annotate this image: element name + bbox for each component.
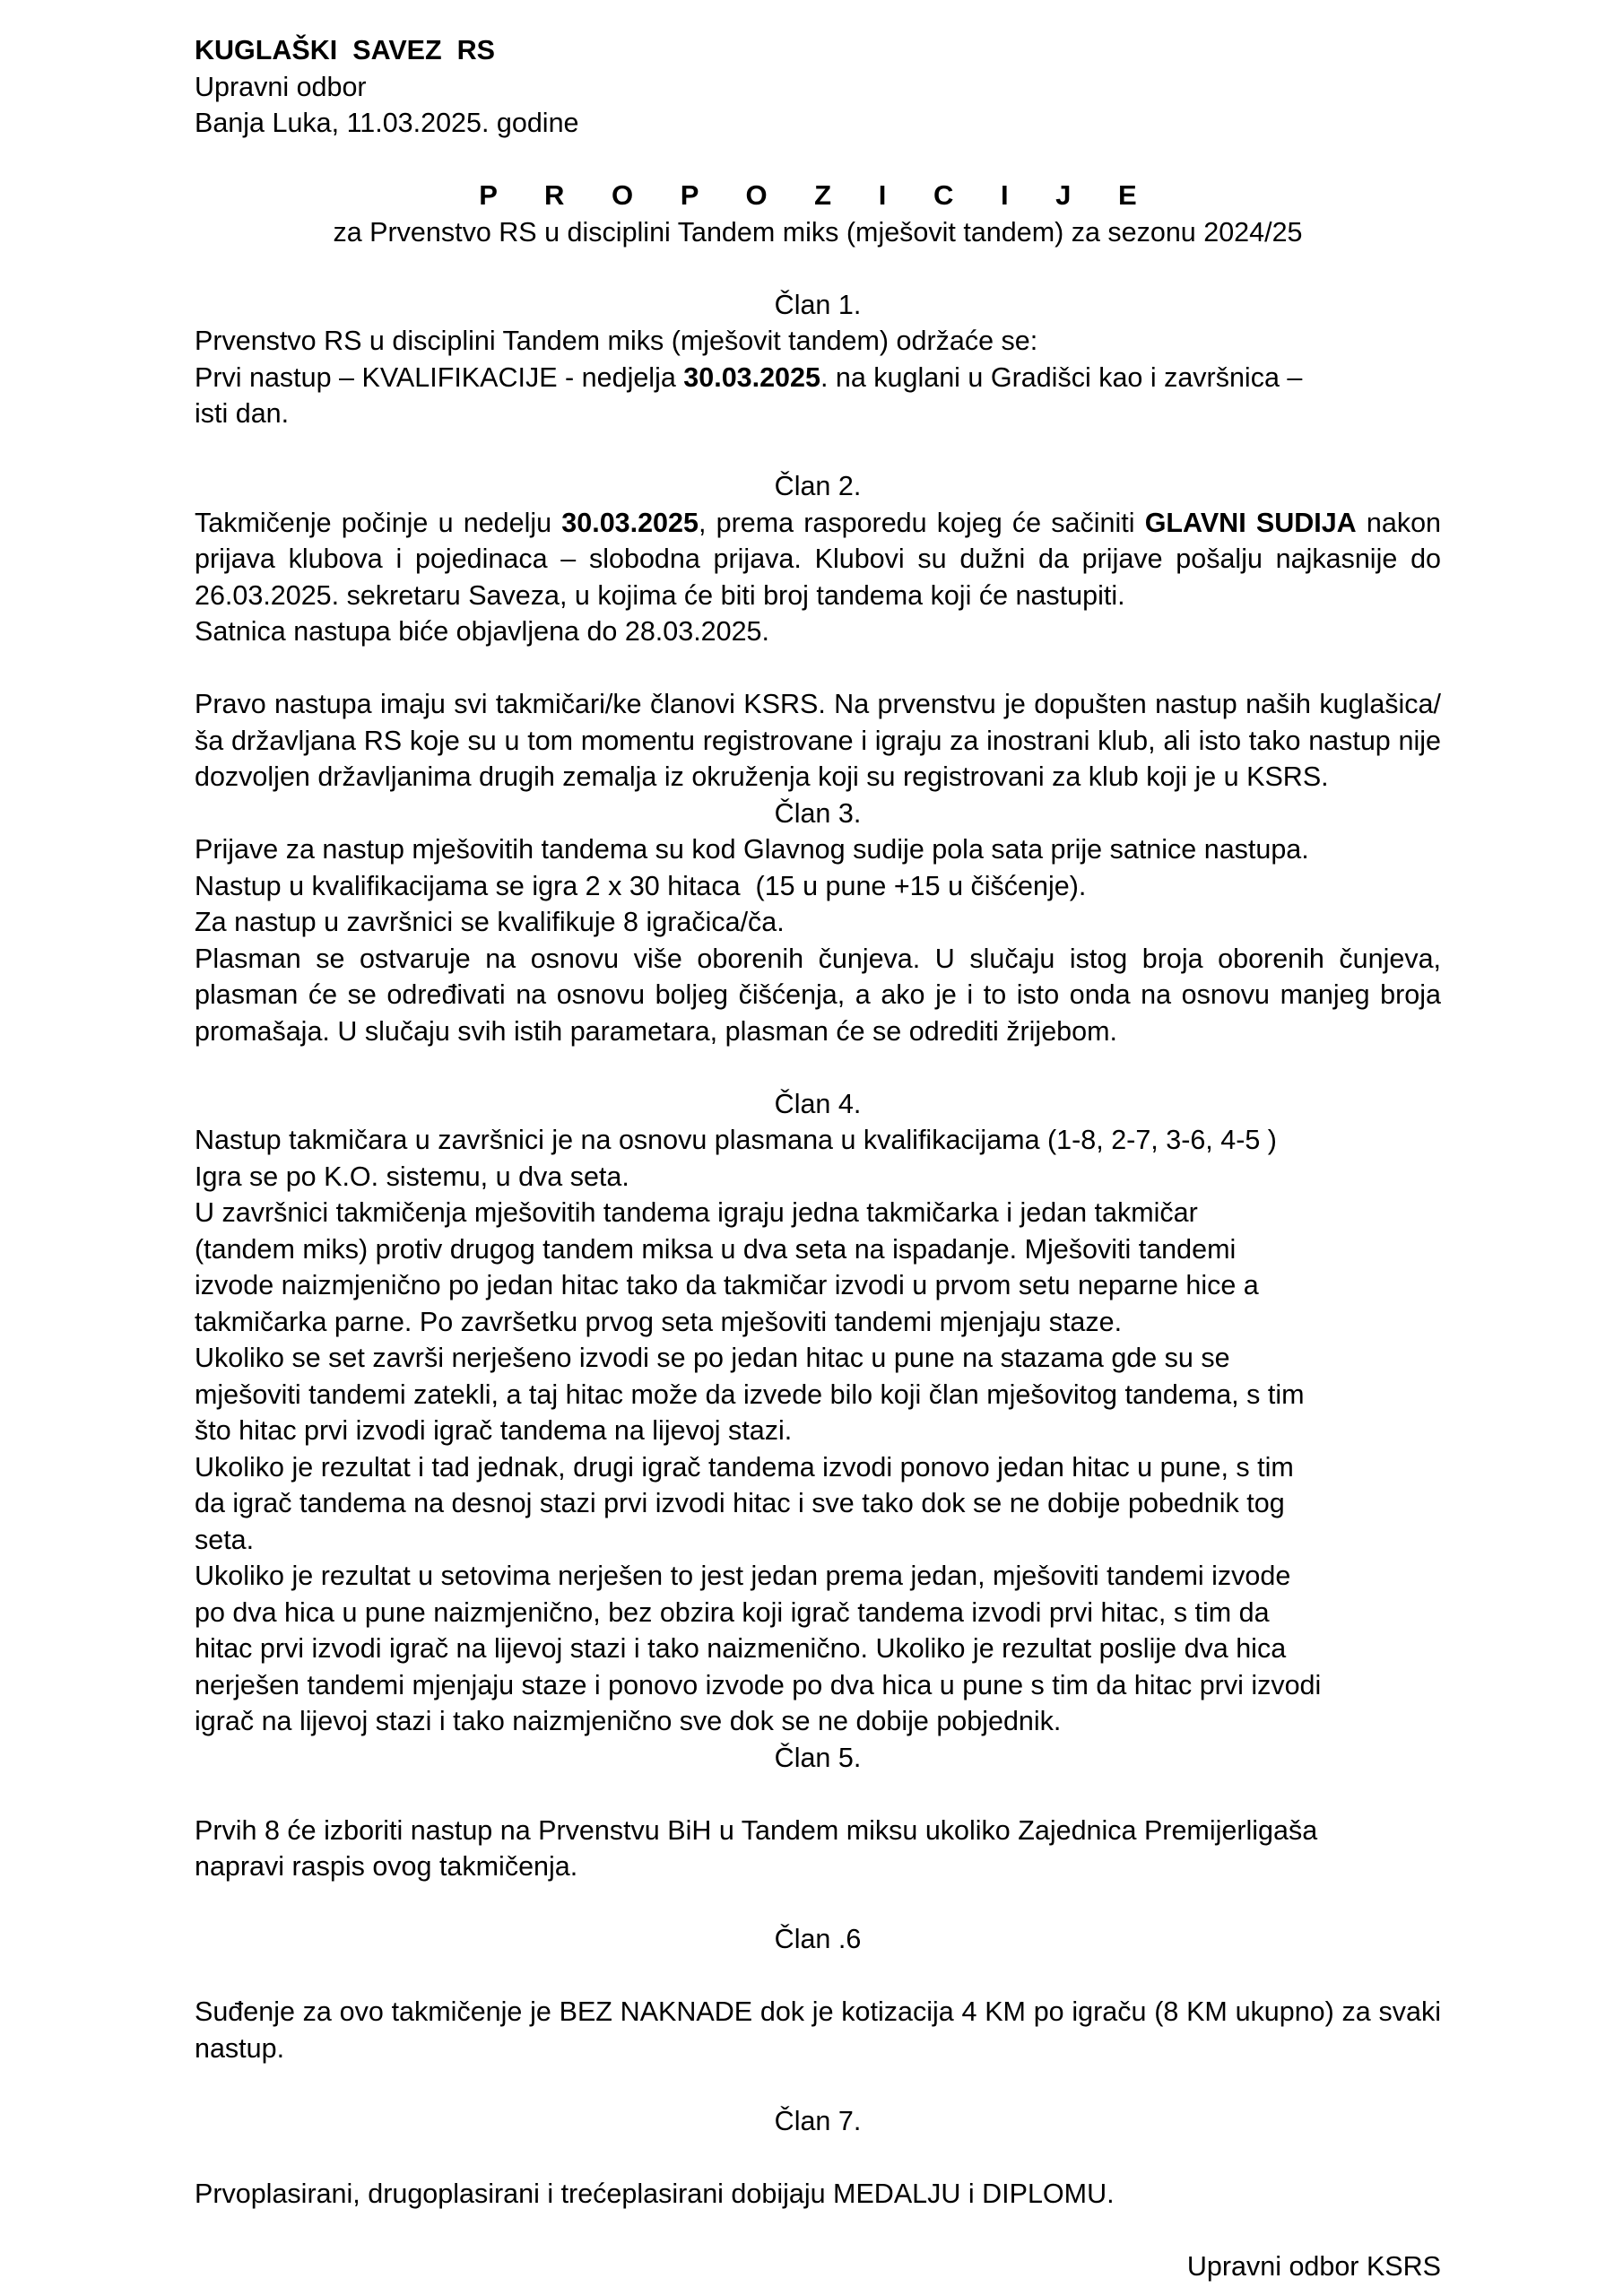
clan3-paragraph: Plasman se ostvaruje na osnovu više oborenih čunjeva. U slučaju istog broja oborenih čunjeva, plasman će se određivati na osnovu boljeg čišćenja, a ako je i to isto onda na osnovu manjeg broja promašaja. U slučaju svih istih parametara, plasman će se odrediti žrijebom.	[195, 943, 1441, 1047]
clan4-line: što hitac prvi izvodi igrač tandema na lijevoj stazi.	[195, 1415, 793, 1446]
clan1-line: isti dan.	[195, 398, 290, 429]
clan2-line: Satnica nastupa biće objavljena do 28.03.2025.	[195, 616, 769, 647]
org-body: Upravni odbor	[195, 71, 367, 102]
clan1-line: Prvenstvo RS u disciplini Tandem miks (mješovit tandem) održaće se:	[195, 326, 1038, 356]
clan4-line: igrač na lijevoj stazi i tako naizmjenično sve dok se ne dobije pobjednik.	[195, 1706, 1062, 1736]
clan4-line: da igrač tandema na desnoj stazi prvi izvodi hitac i sve tako dok se ne dobije pobednik tog	[195, 1488, 1285, 1518]
clan4-line: mješoviti tandemi zatekli, a taj hitac može da izvede bilo koji član mješovitog tandema, s tim	[195, 1378, 1305, 1410]
clan2-paragraph: Takmičenje počinje u nedelju 30.03.2025, prema rasporedu kojeg će sačiniti GLAVNI SUDIJA nakon prijava klubova i pojedinaca – slobodna prijava. Klubovi su dužni da prijave pošalju najkasnije do 26.03.2025. sekretaru Saveza, u kojima će biti broj tandema koji će nastupiti.	[195, 507, 1442, 611]
clan6-heading: Član .6	[774, 1924, 862, 1954]
clan3-line: Nastup u kvalifikacijama se igra 2 x 30 hitaca (15 u pune +15 u čišćenje).	[195, 870, 1087, 901]
clan4-line: hitac prvi izvodi igrač na lijevoj stazi i tako naizmenično. Ukoliko je rezultat poslije dva hica	[195, 1633, 1287, 1664]
clan5-line: napravi raspis ovog takmičenja.	[195, 1851, 578, 1882]
place-date: Banja Luka, 11.03.2025. godine	[195, 108, 579, 138]
document-subtitle: za Prvenstvo RS u disciplini Tandem miks (mješovit tandem) za sezonu 2024/25	[333, 216, 1303, 248]
org-name: KUGLAŠKI SAVEZ RS	[195, 35, 495, 65]
clan7-line: Prvoplasirani, drugoplasirani i trećeplasirani dobijaju MEDALJU i DIPLOMU.	[195, 2178, 1115, 2209]
clan4-line: (tandem miks) protiv drugog tandem miksa u dva seta na ispadanje. Mješoviti tandemi	[195, 1233, 1237, 1265]
clan4-line: po dva hica u pune naizmjenično, bez obzira koji igrač tandema izvodi prvi hitac, s tim da	[195, 1596, 1270, 1628]
clan4-line: Igra se po K.O. sistemu, u dva seta.	[195, 1161, 629, 1192]
clan4-line: Ukoliko je rezultat u setovima nerješen to jest jedan prema jedan, mješoviti tandemi izvode	[195, 1561, 1291, 1591]
clan4-line: izvode naizmjenično po jedan hitac tako da takmičar izvodi u prvom setu neparne hice a	[195, 1270, 1259, 1300]
clan1-line: Prvi nastup – KVALIFIKACIJE - nedjelja 30.03.2025. na kuglani u Gradišci kao i završnica –	[195, 361, 1303, 393]
clan4-line: Ukoliko se set završi nerješeno izvodi se po jedan hitac u pune na stazama gde su se	[195, 1343, 1230, 1373]
clan4-line: U završnici takmičenja mješovitih tandema igraju jedna takmičarka i jedan takmičar	[195, 1197, 1198, 1228]
document-page	[195, 32, 1441, 2284]
clan3-line: Prijave za nastup mješovitih tandema su kod Glavnog sudije pola sata prije satnice nastupa.	[195, 834, 1309, 865]
clan4-line: seta.	[195, 1524, 255, 1555]
signature: Upravni odbor KSRS	[1186, 2250, 1441, 2282]
clan5-heading: Član 5.	[774, 1742, 862, 1773]
document-title: P R O P O Z I C I J E	[479, 179, 1157, 211]
clan7-heading: Član 7.	[774, 2105, 862, 2136]
clan4-line: nerješen tandemi mjenjaju staze i ponovo izvode po dva hica u pune s tim da hitac prvi izvodi	[195, 1669, 1322, 1700]
clan2-paragraph: Pravo nastupa imaju svi takmičari/ke članovi KSRS. Na prvenstvu je dopušten nastup naših kuglašica/ša državljana RS koje su u tom momentu registrovane i igraju za inostrani klub, ali isto tako nastup nije dozvoljen državljanima drugih zemalja iz okruženja koji su registrovani za klub koji je u KSRS.	[195, 689, 1441, 792]
clan6-paragraph: Suđenje za ovo takmičenje je BEZ NAKNADE dok je kotizacija 4 KM po igraču (8 KM ukupno) za svaki nastup.	[195, 1996, 1441, 2064]
clan1-heading: Član 1.	[774, 289, 862, 320]
clan4-line: Nastup takmičara u završnici je na osnovu plasmana u kvalifikacijama (1-8, 2-7, 3-6, 4-5 )	[195, 1125, 1277, 1155]
clan5-line: Prvih 8 će izboriti nastup na Prvenstvu BiH u Tandem miksu ukoliko Zajednica Premijerligaša	[195, 1814, 1318, 1846]
clan3-line: Za nastup u završnici se kvalifikuje 8 igračica/ča.	[195, 907, 785, 937]
clan4-line: takmičarka parne. Po završetku prvog seta mješoviti tandemi mjenjaju staze.	[195, 1306, 1123, 1337]
clan4-line: Ukoliko je rezultat i tad jednak, drugi igrač tandema izvodi ponovo jedan hitac u pune, s tim	[195, 1451, 1294, 1483]
clan3-heading: Član 3.	[774, 797, 862, 829]
clan4-heading: Član 4.	[774, 1088, 862, 1119]
clan2-heading: Član 2.	[774, 471, 862, 501]
